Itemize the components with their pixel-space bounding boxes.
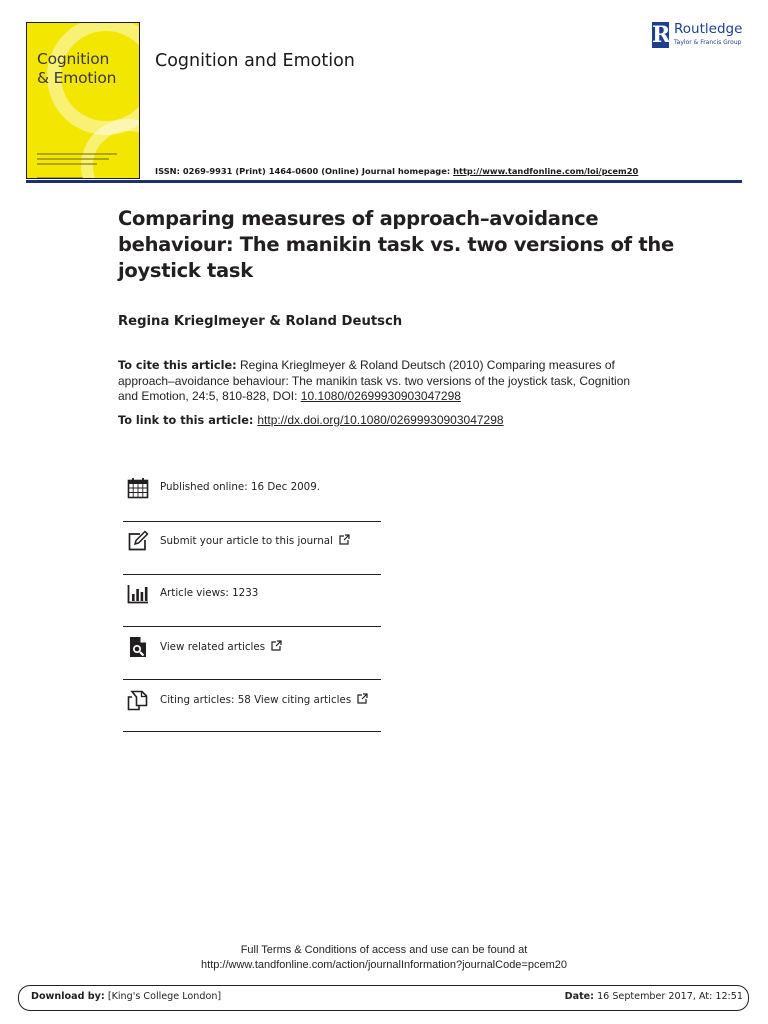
- date-label: Date:: [564, 991, 595, 1002]
- issn-text: ISSN: 0269-9931 (Print) 1464-0600 (Online) Journal homepage:: [155, 166, 454, 176]
- link-label: To link to this article:: [118, 414, 258, 427]
- view-citing-articles-link[interactable]: Citing articles: 58 View citing articles: [160, 693, 368, 706]
- doi-link[interactable]: 10.1080/02699930903047298: [300, 389, 461, 403]
- calendar-icon: [127, 477, 149, 499]
- article-views-text: Article views: 1233: [160, 587, 259, 599]
- download-by: [31, 991, 221, 1002]
- article-url-link[interactable]: http://dx.doi.org/10.1080/02699930903047298: [257, 413, 504, 427]
- journal-title: Cognition and Emotion: [155, 51, 355, 71]
- citation-block: [118, 358, 638, 405]
- info-divider: [123, 521, 381, 522]
- header-divider: [26, 180, 742, 183]
- submit-article-row[interactable]: [123, 530, 381, 554]
- external-link-icon: [339, 534, 350, 545]
- terms-and-conditions: [0, 943, 768, 973]
- external-link-icon: [271, 640, 282, 651]
- terms-line: Full Terms & Conditions of access and use can be found at: [240, 944, 528, 956]
- external-link-icon: [357, 693, 368, 704]
- info-divider: [123, 679, 381, 680]
- article-title: Comparing measures of approach–avoidance behaviour: The manikin task vs. two versions of the joystick task: [118, 207, 674, 282]
- article-views-row: [123, 583, 381, 607]
- publisher-logo: [652, 20, 752, 52]
- article-link-block: [118, 413, 504, 427]
- published-online-text: Published online: 16 Dec 2009.: [160, 481, 321, 493]
- issn-line: [155, 166, 638, 176]
- journal-homepage-link[interactable]: http://www.tandfonline.com/loi/pcem20: [453, 166, 639, 176]
- info-divider: [123, 574, 381, 575]
- related-articles-row[interactable]: [123, 636, 381, 660]
- cite-text: Regina Krieglmeyer & Roland Deutsch (2010) Comparing measures of approach–avoidance behaviour: The manikin task vs. two versions of the joystick task, Cognition and Emotion, 24:5, 810-828, DOI:: [118, 358, 631, 403]
- routledge-r-icon: R: [652, 22, 671, 48]
- info-divider: [123, 731, 381, 732]
- published-online-row: [123, 477, 381, 501]
- download-value: [King's College London]: [104, 991, 222, 1002]
- terms-url-link[interactable]: http://www.tandfonline.com/action/journalInformation?journalCode=pcem20: [201, 959, 567, 971]
- document-search-icon: [127, 636, 149, 658]
- download-label: Download by:: [31, 991, 105, 1002]
- info-divider: [123, 626, 381, 627]
- edit-icon: [127, 530, 149, 552]
- journal-cover-image: [26, 22, 140, 179]
- publisher-name: Routledge: [674, 21, 743, 37]
- cover-fine-print: [37, 153, 117, 168]
- citing-articles-row[interactable]: [123, 689, 381, 713]
- view-related-articles-link[interactable]: View related articles: [160, 640, 282, 653]
- submit-article-link[interactable]: Submit your article to this journal: [160, 534, 350, 547]
- copy-pages-icon: [127, 689, 149, 711]
- bar-chart-icon: [127, 583, 149, 605]
- date-value: 16 September 2017, At: 12:51: [594, 991, 743, 1002]
- download-info-bar: [18, 985, 749, 1011]
- article-authors: Regina Krieglmeyer & Roland Deutsch: [118, 314, 403, 329]
- cite-label: To cite this article:: [118, 359, 237, 372]
- publisher-group: Taylor & Francis Group: [674, 39, 742, 46]
- cover-title: Cognition & Emotion: [37, 50, 117, 87]
- download-date: [565, 991, 743, 1002]
